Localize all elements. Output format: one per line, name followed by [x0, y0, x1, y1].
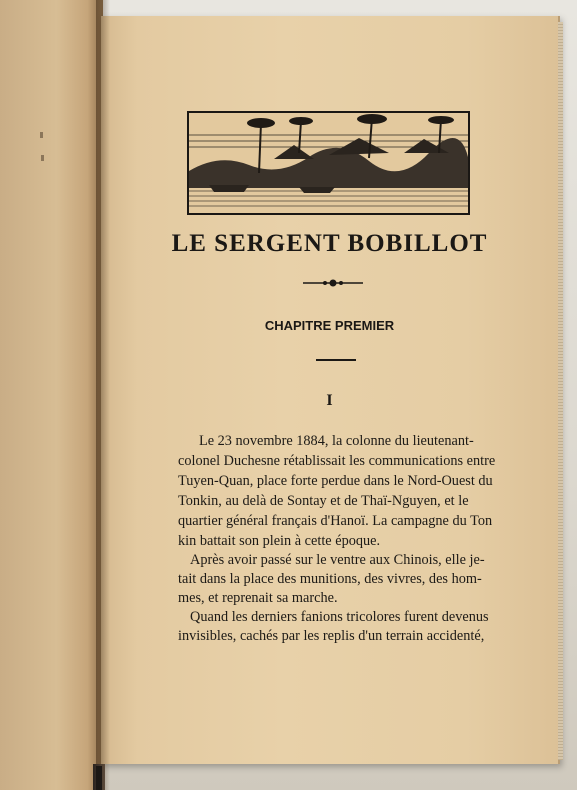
- header-illustration: [187, 111, 470, 215]
- riverside-village-engraving: [189, 113, 468, 213]
- chapter-heading: CHAPITRE PREMIER: [264, 318, 395, 333]
- paragraph-line: colonel Duchesne rétablissait les communications entre: [178, 453, 496, 469]
- paragraph-line: tait dans la place des munitions, des vivres, des hom-: [178, 571, 482, 587]
- left-page: [0, 0, 103, 790]
- chapter-rule: [316, 359, 356, 361]
- page-speck: [40, 132, 43, 138]
- bookmark-ribbon: [96, 766, 102, 790]
- title-ornament: [303, 278, 363, 288]
- paragraph-line: kin battait son plein à cette époque.: [178, 533, 381, 549]
- paragraph-line: Quand les derniers fanions tricolores furent devenus: [190, 609, 489, 625]
- paragraph-line: Tuyen-Quan, place forte perdue dans le Nord-Ouest du: [178, 473, 493, 489]
- paragraph-line: invisibles, cachés par les replis d'un terrain accidenté,: [178, 628, 485, 644]
- paragraph-line: Tonkin, au delà de Sontay et de Thaï-Nguyen, et le: [178, 493, 469, 509]
- section-number: I: [326, 392, 333, 409]
- paragraph-line: quartier général français d'Hanoï. La campagne du Ton: [178, 513, 493, 529]
- page-edges: [558, 22, 563, 760]
- book-title: LE SERGENT BOBILLOT: [171, 230, 488, 257]
- paragraph-line: Le 23 novembre 1884, la colonne du lieutenant-: [199, 433, 474, 449]
- paragraph-line: mes, et reprenait sa marche.: [178, 590, 338, 606]
- paragraph-line: Après avoir passé sur le ventre aux Chinois, elle je-: [190, 552, 485, 568]
- page-speck: [41, 155, 44, 161]
